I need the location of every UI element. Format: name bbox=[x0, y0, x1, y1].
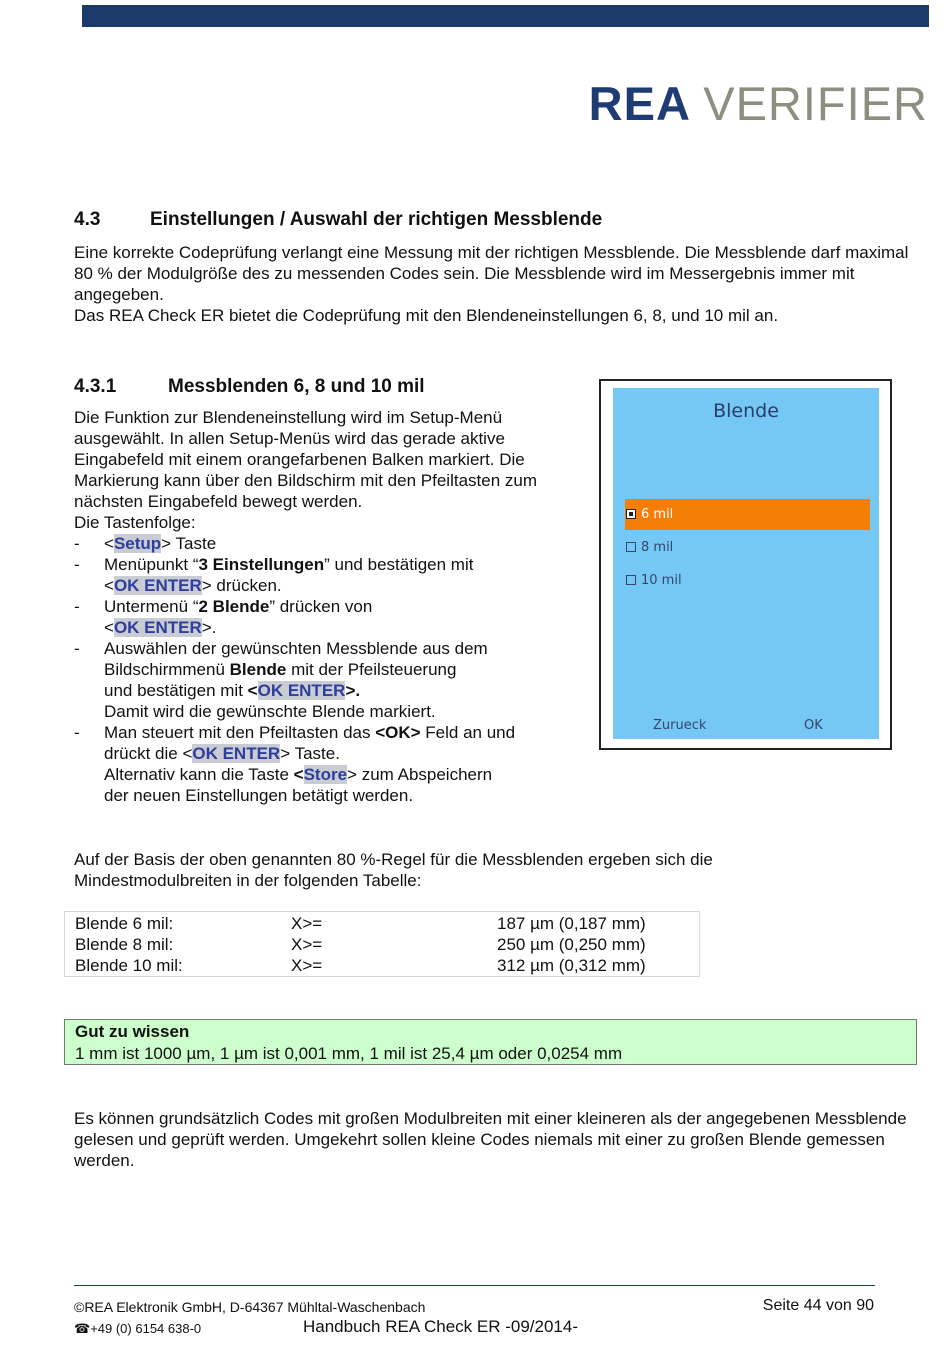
section-number: 4.3 bbox=[74, 209, 101, 230]
step-submenu: - Untermenü “2 Blende” drücken von <OK ENTER>. bbox=[74, 597, 373, 637]
step-select: - Auswählen der gewünschten Messblende aus dem Bildschirmmenü Blende mit der Pfeilsteuerung und bestätigen mit <OK ENTER>. Damit wird die gewünschte Blende markiert. bbox=[74, 639, 488, 721]
ok-enter-key: OK ENTER bbox=[113, 576, 202, 595]
checkbox-icon bbox=[626, 575, 636, 585]
table-intro: Auf der Basis der oben genannten 80 %-Regel für die Messblenden ergeben sich die Mindestmodulbreiten in der folgenden Tabelle: bbox=[74, 850, 713, 890]
option-10-mil[interactable]: 10 mil bbox=[625, 565, 870, 596]
section-paragraph: Eine korrekte Codeprüfung verlangt eine Messung mit der richtigen Messblende. Die Messblende darf maximal 80 % der Modulgröße des zu messenden Codes sein. Die Messblende wird im Messergebnis immer mit angegeben. Das REA Check ER bietet die Codeprüfung mit den Blendeneinstellungen 6, 8, und 10 mil an. bbox=[74, 243, 909, 325]
footer-copyright: ©REA Elektronik GmbH, D-64367 Mühltal-Waschenbach bbox=[74, 1299, 426, 1315]
store-key: Store bbox=[303, 765, 348, 784]
step-setup: - <Setup> Taste bbox=[74, 534, 217, 553]
ok-enter-key: OK ENTER bbox=[192, 744, 281, 763]
ok-enter-key: OK ENTER bbox=[113, 618, 202, 637]
step-settings: - Menüpunkt “3 Einstellungen” und bestätigen mit <OK ENTER> drücken. bbox=[74, 555, 474, 595]
footer-phone: ☎+49 (0) 6154 638-0 bbox=[74, 1321, 202, 1336]
intro-text: Die Funktion zur Blendeneinstellung wird im Setup-Menü ausgewählt. In allen Setup-Menüs wird das gerade aktive Eingabefeld mit einem orangefarbenen Balken markiert. Die Markierung kann über den Bildschirm mit den Pfeiltasten zum nächsten Eingabefeld bewegt werden. bbox=[74, 408, 537, 511]
subsection-number: 4.3.1 bbox=[74, 376, 117, 397]
min-module-width-table: Blende 6 mil: X>= 187 µm (0,187 mm) Blende 8 mil: X>= 250 µm (0,250 mm) Blende 10 mil: X>= 312 µm (0,312 mm) bbox=[64, 911, 700, 977]
ok-enter-key: OK ENTER bbox=[257, 681, 346, 700]
step-confirm: - Man steuert mit den Pfeiltasten das <OK> Feld an und drückt die <OK ENTER> Taste. Alternativ kann die Taste <Store> zum Abspeichern der neuen Einstellungen betätigt werden. bbox=[74, 723, 516, 805]
ok-button[interactable]: OK bbox=[804, 718, 823, 733]
screen-title: Blende bbox=[713, 400, 779, 422]
option-6-mil[interactable]: 6 mil bbox=[625, 499, 870, 530]
sequence-label: Die Tastenfolge: bbox=[74, 513, 196, 532]
device-display bbox=[613, 388, 879, 739]
device-screenshot bbox=[599, 379, 892, 750]
footer-manual: Handbuch REA Check ER -09/2014- bbox=[303, 1317, 578, 1336]
subsection-title: Messblenden 6, 8 und 10 mil bbox=[168, 376, 425, 397]
note-title: Gut zu wissen bbox=[75, 1022, 190, 1041]
option-8-mil[interactable]: 8 mil bbox=[625, 532, 870, 563]
instructions bbox=[74, 407, 594, 806]
checkbox-icon bbox=[626, 509, 636, 519]
page-number: Seite 44 von 90 bbox=[762, 1297, 874, 1314]
good-to-know-box bbox=[64, 1019, 917, 1065]
header-bar bbox=[82, 5, 929, 27]
note-body: 1 mm ist 1000 µm, 1 µm ist 0,001 mm, 1 mil ist 25,4 µm oder 0,0254 mm bbox=[75, 1044, 623, 1063]
setup-key: Setup bbox=[113, 534, 162, 553]
rea-verifier-logo: REA VERIFIER bbox=[588, 77, 928, 130]
checkbox-icon bbox=[626, 542, 636, 552]
footer-divider bbox=[74, 1285, 875, 1286]
closing-paragraph: Es können grundsätzlich Codes mit großen Modulbreiten mit einer kleineren als der angegebenen Messblende gelesen und geprüft werden. Umgekehrt sollen kleine Codes niemals mit einer zu großen Blende gemessen werden. bbox=[74, 1109, 907, 1170]
back-button[interactable]: Zurueck bbox=[653, 718, 707, 733]
section-heading bbox=[74, 209, 602, 231]
section-title: Einstellungen / Auswahl der richtigen Messblende bbox=[150, 209, 603, 230]
subsection-heading bbox=[74, 376, 425, 398]
